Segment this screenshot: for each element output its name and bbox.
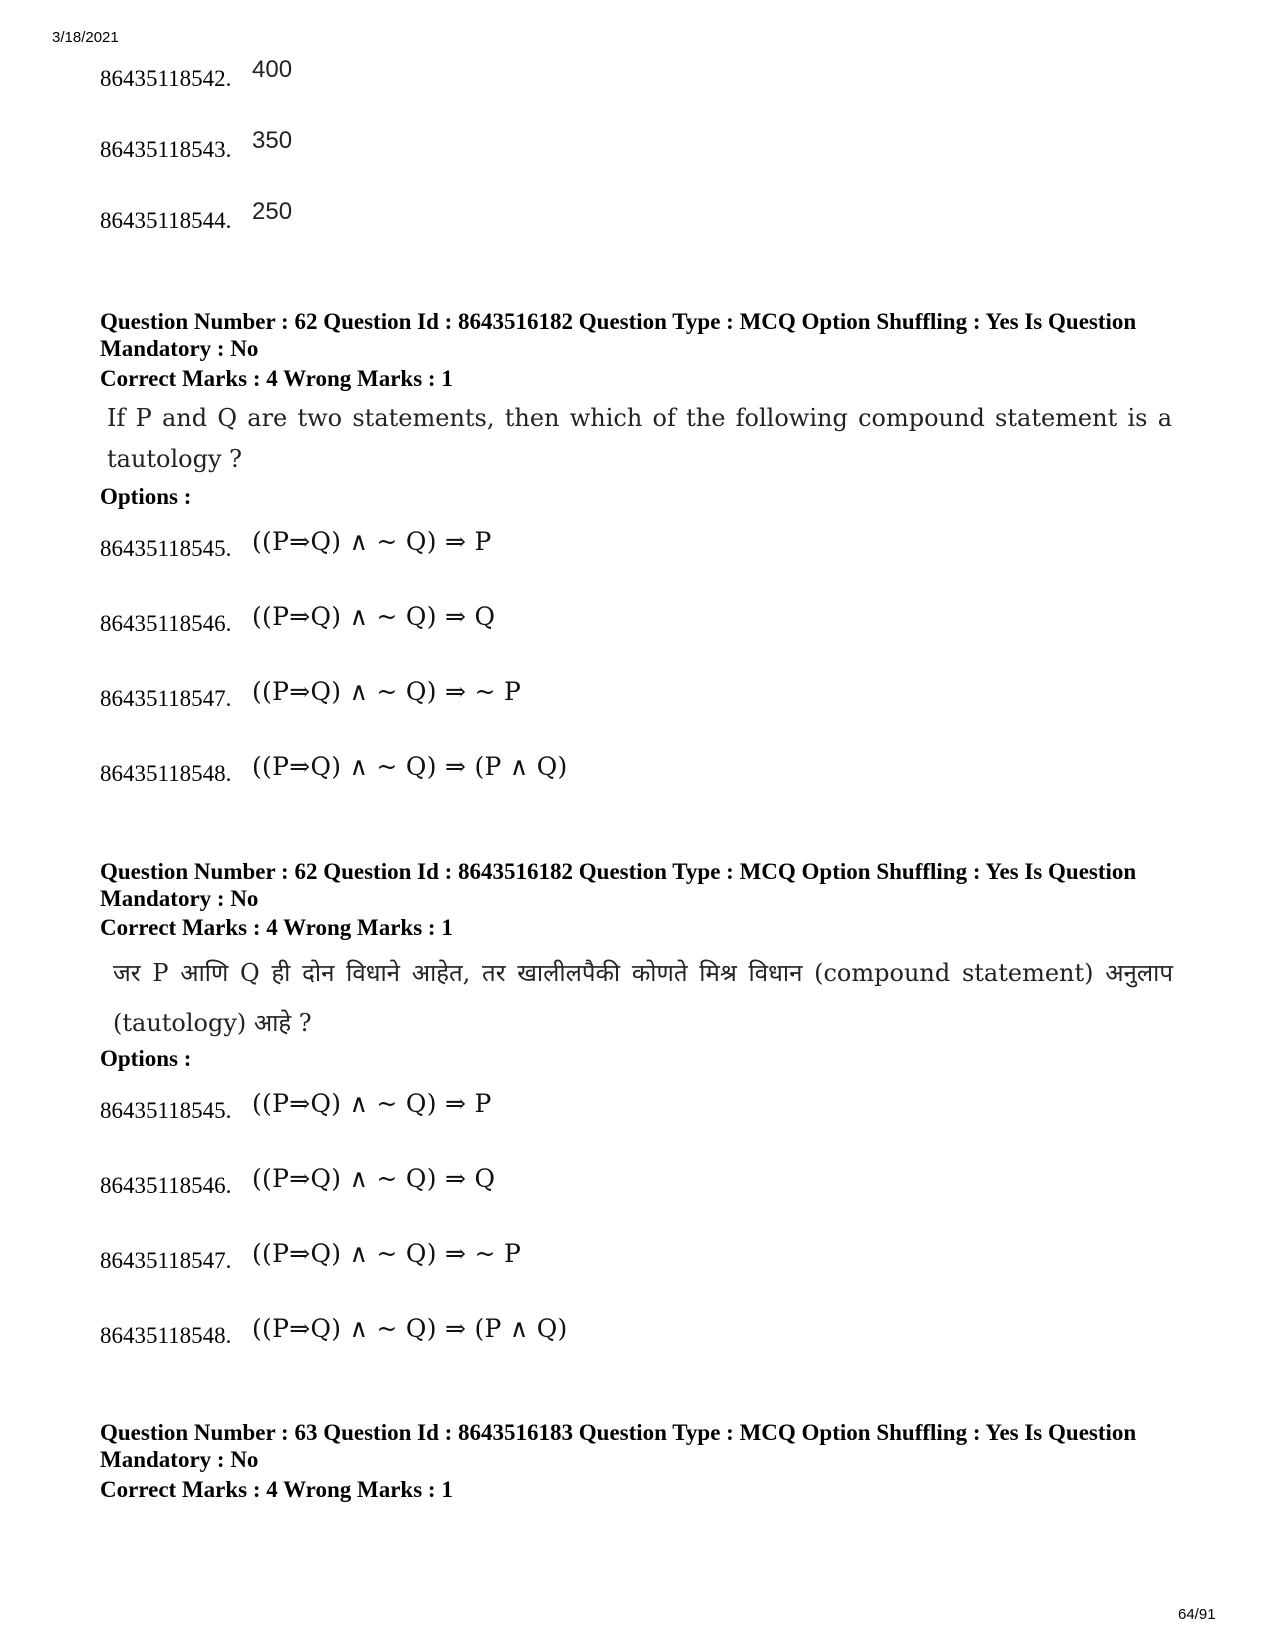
- option-formula: ((P⇒Q) ∧ ~ Q) ⇒ ~ P: [252, 1239, 522, 1268]
- question-header: Question Number : 62 Question Id : 8643516182 Question Type : MCQ Option Shuffling : Yes Is Question Mandatory : No: [100, 309, 1137, 361]
- option-formula: ((P⇒Q) ∧ ~ Q) ⇒ P: [252, 527, 492, 556]
- option-id: 86435118547.: [100, 1248, 232, 1273]
- question-text: If P and Q are two statements, then which of the following compound statement is a tautology ?: [107, 404, 1172, 473]
- option-id: 86435118546.: [100, 611, 232, 636]
- option-id: 86435118548.: [100, 761, 232, 786]
- option-id: 86435118547.: [100, 686, 232, 711]
- question-header: Question Number : 62 Question Id : 8643516182 Question Type : MCQ Option Shuffling : Yes Is Question Mandatory : No: [100, 859, 1137, 911]
- question-header: Question Number : 63 Question Id : 8643516183 Question Type : MCQ Option Shuffling : Yes Is Question Mandatory : No: [100, 1420, 1137, 1472]
- option-id: 86435118548.: [100, 1323, 232, 1348]
- question-marks: Correct Marks : 4 Wrong Marks : 1: [100, 366, 453, 391]
- option-formula: ((P⇒Q) ∧ ~ Q) ⇒ ~ P: [252, 677, 522, 706]
- option-formula: ((P⇒Q) ∧ ~ Q) ⇒ (P ∧ Q): [252, 752, 568, 781]
- option-id: 86435118542.: [100, 66, 232, 91]
- option-value: 250: [252, 198, 293, 225]
- print-date: 3/18/2021: [52, 29, 119, 46]
- question-marks: Correct Marks : 4 Wrong Marks : 1: [100, 915, 453, 940]
- option-formula: ((P⇒Q) ∧ ~ Q) ⇒ P: [252, 1089, 492, 1118]
- option-value: 350: [252, 127, 293, 154]
- question-text: जर P आणि Q ही दोन विधाने आहेत, तर खालीलपैकी कोणते मिश्र विधान (compound statement) अनुलाप (tautology) आहे ?: [113, 959, 1173, 1037]
- option-value: 400: [252, 56, 293, 83]
- option-id: 86435118543.: [100, 137, 232, 162]
- option-formula: ((P⇒Q) ∧ ~ Q) ⇒ (P ∧ Q): [252, 1314, 568, 1343]
- option-formula: ((P⇒Q) ∧ ~ Q) ⇒ Q: [252, 1164, 496, 1193]
- options-label: Options :: [100, 484, 192, 509]
- option-id: 86435118544.: [100, 208, 232, 233]
- option-id: 86435118546.: [100, 1173, 232, 1198]
- page-number: 64/91: [1178, 1606, 1216, 1623]
- option-id: 86435118545.: [100, 536, 232, 561]
- option-id: 86435118545.: [100, 1098, 232, 1123]
- option-formula: ((P⇒Q) ∧ ~ Q) ⇒ Q: [252, 602, 496, 631]
- options-label: Options :: [100, 1046, 192, 1071]
- question-marks: Correct Marks : 4 Wrong Marks : 1: [100, 1477, 453, 1502]
